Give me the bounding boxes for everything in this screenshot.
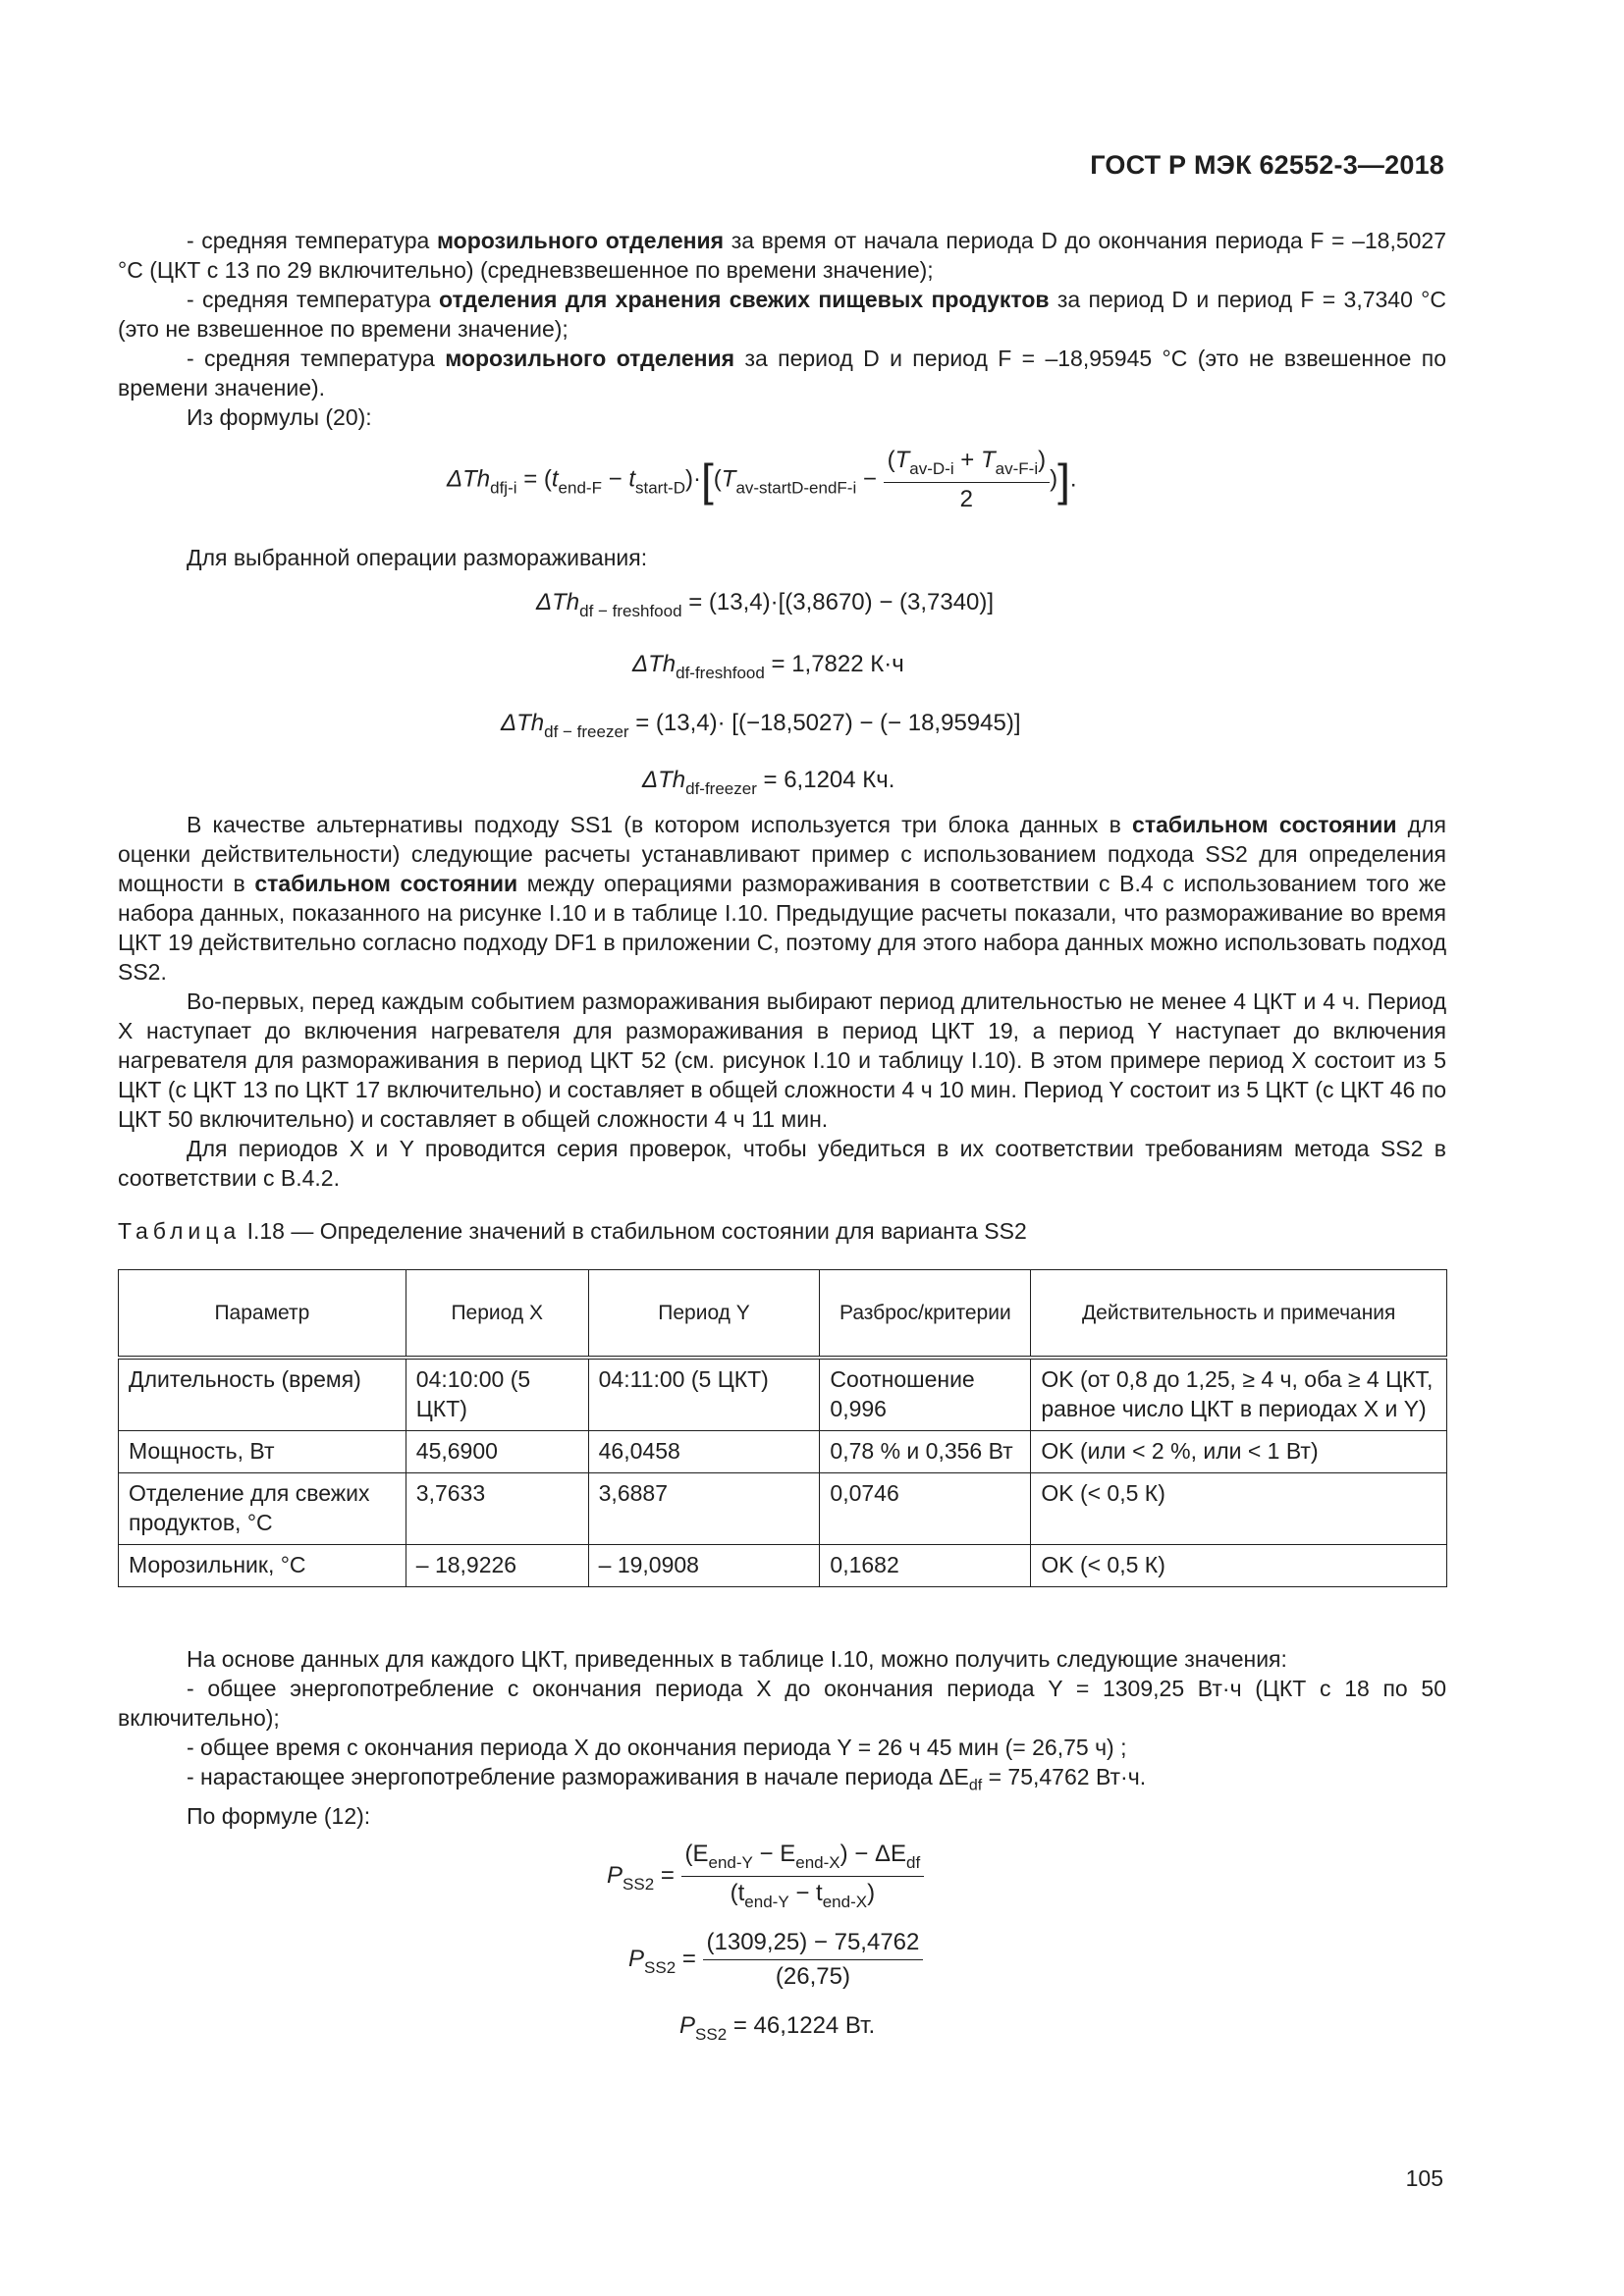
- table-cell: Морозильник, °С: [119, 1545, 406, 1587]
- table-ss2-values: [118, 1269, 1447, 1587]
- table-cell: OK (или < 2 %, или < 1 Вт): [1031, 1431, 1447, 1473]
- table-cell: OK (< 0,5 К): [1031, 1545, 1447, 1587]
- table-cell: 0,0746: [820, 1473, 1031, 1545]
- table-cell: 04:10:00 (5 ЦКТ): [406, 1358, 588, 1431]
- paragraph-formula-12: По формуле (12):: [187, 1802, 371, 1829]
- table-cell: OK (от 0,8 до 1,25, ≥ 4 ч, оба ≥ 4 ЦКТ, равное число ЦКТ в периодах X и Y): [1031, 1358, 1447, 1431]
- paragraph-total-time: - общее время с окончания периода X до окончания периода Y = 26 ч 45 мин (= 26,75 ч) ;: [187, 1735, 1127, 1760]
- defrost-op-line: [118, 543, 1446, 572]
- paragraph-periods-xy: Во-первых, перед каждым событием размораживания выбирают период длительностью не менее 4 ЦКТ и 4 ч. Период X наступает до включения нагревателя для размораживания в период ЦКТ 19, а период Y наступает до включения нагревателя для размораживания в период ЦКТ 52 (см. рисунок I.10 и таблицу I.10). В этом примере период X состоит из 5 ЦКТ (с ЦКТ 13 по ЦКТ 17 включительно) и составляет в общей сложности 4 ч 10 мин. Период Y состоит из 5 ЦКТ (с ЦКТ 46 по ЦКТ 50 включительно) и составляет в общей сложности 4 ч 11 мин.: [118, 988, 1446, 1132]
- table-cell: Отделение для свежих продуктов, °С: [119, 1473, 406, 1545]
- table-cell: OK (< 0,5 К): [1031, 1473, 1447, 1545]
- paragraph-defrost-operation: Для выбранной операции размораживания:: [187, 545, 648, 570]
- table-cell: Мощность, Вт: [119, 1431, 406, 1473]
- fraction-general: $\frac{(E_{end-Y} - E_{end-X}) - \Delta E_{df}}{(t_{end-Y} - t_{end-X})}$: [681, 1841, 925, 1912]
- table-cell: – 18,9226: [406, 1545, 588, 1587]
- document-header: ГОСТ Р МЭК 62552-3—2018: [1090, 150, 1444, 180]
- table-row: [119, 1473, 1447, 1545]
- formula-20-fraction: $\frac{(T_{av-D-i} + T_{av-F-i})}{2}$: [884, 447, 1051, 513]
- equation-freshfood-calc: ΔTh$_{df - freshfood}$ = (13,4)·[(3,8670) − (3,7340)]: [536, 589, 995, 620]
- equation-freezer-result: ΔTh$_{df-freezer}$ = 6,1204 Кч.: [642, 767, 895, 798]
- paragraph-freshfood-avg: - средняя температура отделения для хранения свежих пищевых продуктов за период D и период F = 3,7340 °С (это не взвешенное по времени значение);: [118, 287, 1446, 342]
- paragraph-from-formula-20: Из формулы (20):: [187, 404, 372, 430]
- paragraph-freezer-avg: - средняя температура морозильного отделения за период D и период F = –18,95945 °С (это не взвешенное по времени значение).: [118, 346, 1446, 400]
- table-row: [119, 1358, 1447, 1431]
- paragraph-total-energy: - общее энергопотребление с окончания периода X до окончания периода Y = 1309,25 Вт·ч (ЦКТ с 18 по 50 включительно);: [118, 1676, 1446, 1731]
- table-header-row: [119, 1270, 1447, 1359]
- col-header-validity: Действительность и примечания: [1031, 1270, 1447, 1359]
- equation-freshfood-result: ΔTh$_{df-freshfood}$ = 1,7822 К·ч: [632, 651, 904, 682]
- fraction-numeric: $\frac{(1309,25) - 75,4762}{(26,75)}$: [703, 1929, 924, 1991]
- table-cell: 46,0458: [588, 1431, 820, 1473]
- equation-freezer-calc: ΔTh$_{df - freezer}$ = (13,4)· [(−18,5027) − (− 18,95945)]: [501, 710, 1021, 741]
- paragraph-defrost-energy: - нарастающее энергопотребление размораживания в начале периода $\Delta E_{df} = 75,4762$ Вт·ч.: [187, 1764, 1147, 1794]
- paragraph-checks: Для периодов X и Y проводится серия проверок, чтобы убедиться в их соответствии требованиям метода SS2 в соответствии с В.4.2.: [118, 1136, 1446, 1191]
- paragraph-alternative-ss2: В качестве альтернативы подходу SS1 (в котором используется три блока данных в стабильном состоянии для оценки действительности) следующие расчеты устанавливают пример с использованием подхода SS2 для определения мощности в стабильном состоянии между операциями размораживания в соответствии с В.4 с использованием того же набора данных, показанного на рисунке I.10 и в таблице I.10. Предыдущие расчеты показали, что размораживание во время ЦКТ 19 действительно согласно подходу DF1 в приложении С, поэтому для этого набора данных можно использовать подход SS2.: [118, 812, 1446, 985]
- body-block-1: [118, 226, 1446, 432]
- table-cell: 3,6887: [588, 1473, 820, 1545]
- formula-pss2-general: $P_{SS2}$ = $\frac{(E_{end-Y} - E_{end-X}) - \Delta E_{df}}{(t_{end-Y} - t_{end-X})}$: [607, 1841, 924, 1912]
- col-header-period-x: Период X: [406, 1270, 588, 1359]
- table-cell: 3,7633: [406, 1473, 588, 1545]
- col-header-criteria: Разброс/критерии: [820, 1270, 1031, 1359]
- table-cell: 45,6900: [406, 1431, 588, 1473]
- table-cell: Длительность (время): [119, 1358, 406, 1431]
- table-cell: 0,78 % и 0,356 Вт: [820, 1431, 1031, 1473]
- page-number: 105: [1405, 2165, 1443, 2191]
- col-header-parameter: Параметр: [119, 1270, 406, 1359]
- table-row: [119, 1545, 1447, 1587]
- col-header-period-y: Период Y: [588, 1270, 820, 1359]
- paragraph-table-basis: На основе данных для каждого ЦКТ, приведенных в таблице I.10, можно получить следующие значения:: [187, 1646, 1287, 1672]
- body-block-2: [118, 810, 1446, 1193]
- table-cell: 04:11:00 (5 ЦКТ): [588, 1358, 820, 1431]
- table-cell: Соотношение 0,996: [820, 1358, 1031, 1431]
- body-block-3: [118, 1644, 1446, 1831]
- table-cell: – 19,0908: [588, 1545, 820, 1587]
- formula-20: $\Delta Th_{dfj-i} = (t_{end-F} - t_{start-D})\cdot[(T_{av-startD-endF-i}$ − $\frac{(T_{av-D-i} + T_{av-F-i})}{2}$ )].: [447, 447, 1077, 512]
- formula-pss2-result: $P_{SS2} = 46,1224$ Вт.: [679, 2012, 876, 2044]
- table-row: [119, 1431, 1447, 1473]
- table-caption: Таблица I.18 — Определение значений в стабильном состоянии для варианта SS2: [118, 1218, 1027, 1244]
- table-cell: 0,1682: [820, 1545, 1031, 1587]
- paragraph-freezer-avg-df: - средняя температура морозильного отделения за время от начала периода D до окончания периода F = –18,5027 °С (ЦКТ с 13 по 29 включительно) (средневзвешенное по времени значение);: [118, 228, 1447, 283]
- formula-pss2-numeric: $P_{SS2}$ = $\frac{(1309,25) - 75,4762}{(26,75)}$: [628, 1929, 923, 1991]
